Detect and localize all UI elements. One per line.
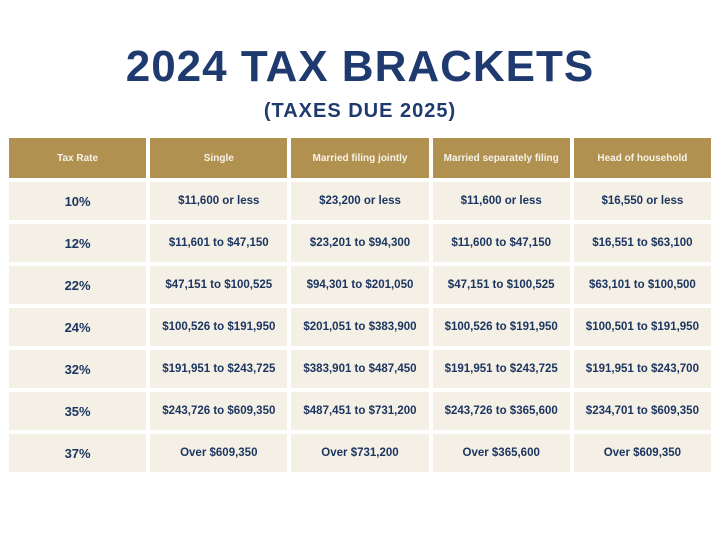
table-cell-married-jointly: Over $731,200 xyxy=(291,434,428,472)
table-cell-head-of-household: Over $609,350 xyxy=(574,434,711,472)
column-header-head-of-household: Head of household xyxy=(574,138,711,178)
column-header-tax-rate: Tax Rate xyxy=(9,138,146,178)
table-cell-single: $47,151 to $100,525 xyxy=(150,266,287,304)
table-cell-single: $243,726 to $609,350 xyxy=(150,392,287,430)
table-cell-rate: 10% xyxy=(9,182,146,220)
tax-brackets-table xyxy=(9,138,711,472)
table-cell-rate: 37% xyxy=(9,434,146,472)
page-subtitle: (TAXES DUE 2025) xyxy=(263,100,457,123)
column-header-married-filing-jointly: Married filing jointly xyxy=(291,138,428,178)
table-cell-married-jointly: $94,301 to $201,050 xyxy=(291,266,428,304)
table-cell-married-separately: $11,600 or less xyxy=(433,182,570,220)
column-header-single: Single xyxy=(150,138,287,178)
table-cell-head-of-household: $16,550 or less xyxy=(574,182,711,220)
page-title: 2024 TAX BRACKETS xyxy=(125,42,595,91)
table-cell-rate: 12% xyxy=(9,224,146,262)
table-cell-head-of-household: $234,701 to $609,350 xyxy=(574,392,711,430)
table-cell-single: $100,526 to $191,950 xyxy=(150,308,287,346)
table-cell-rate: 22% xyxy=(9,266,146,304)
table-cell-married-separately: $47,151 to $100,525 xyxy=(433,266,570,304)
table-cell-rate: 32% xyxy=(9,350,146,388)
table-cell-head-of-household: $191,951 to $243,700 xyxy=(574,350,711,388)
table-cell-head-of-household: $16,551 to $63,100 xyxy=(574,224,711,262)
table-cell-single: Over $609,350 xyxy=(150,434,287,472)
table-cell-married-jointly: $383,901 to $487,450 xyxy=(291,350,428,388)
table-cell-married-jointly: $201,051 to $383,900 xyxy=(291,308,428,346)
table-cell-married-separately: $243,726 to $365,600 xyxy=(433,392,570,430)
column-header-married-separately-filing: Married separately filing xyxy=(433,138,570,178)
table-cell-rate: 35% xyxy=(9,392,146,430)
table-cell-married-jointly: $23,201 to $94,300 xyxy=(291,224,428,262)
table-cell-single: $11,601 to $47,150 xyxy=(150,224,287,262)
table-cell-married-separately: Over $365,600 xyxy=(433,434,570,472)
table-cell-head-of-household: $63,101 to $100,500 xyxy=(574,266,711,304)
table-cell-married-jointly: $23,200 or less xyxy=(291,182,428,220)
table-cell-single: $11,600 or less xyxy=(150,182,287,220)
table-cell-head-of-household: $100,501 to $191,950 xyxy=(574,308,711,346)
table-cell-married-separately: $11,600 to $47,150 xyxy=(433,224,570,262)
table-cell-married-separately: $191,951 to $243,725 xyxy=(433,350,570,388)
table-cell-married-jointly: $487,451 to $731,200 xyxy=(291,392,428,430)
table-cell-rate: 24% xyxy=(9,308,146,346)
table-cell-single: $191,951 to $243,725 xyxy=(150,350,287,388)
table-cell-married-separately: $100,526 to $191,950 xyxy=(433,308,570,346)
